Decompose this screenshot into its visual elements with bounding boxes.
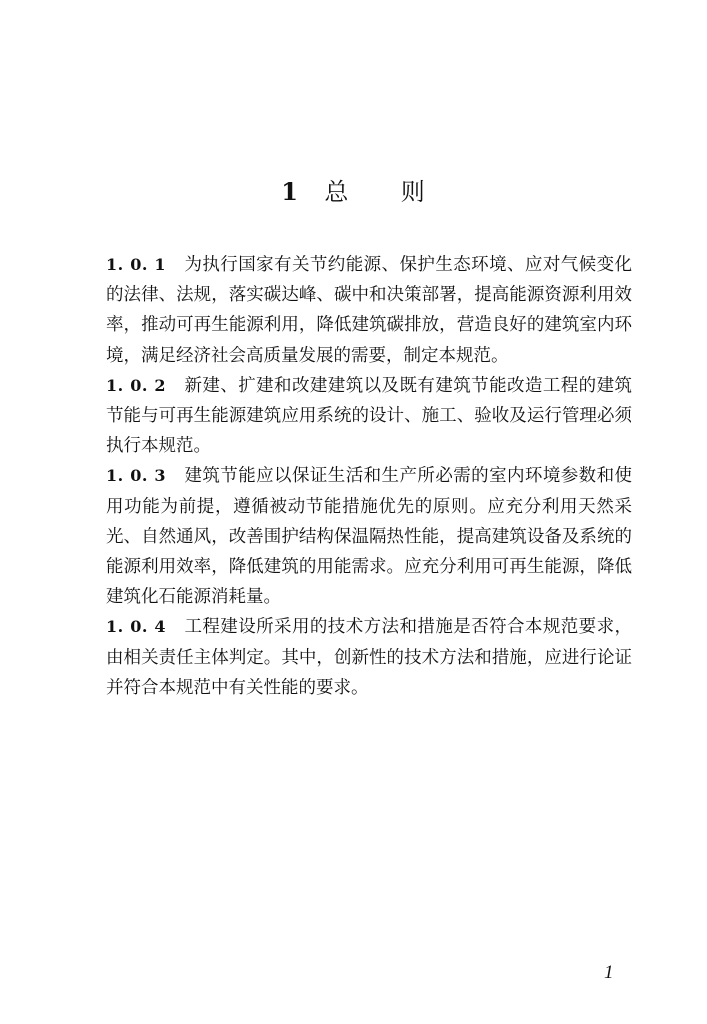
clause-number: 1. 0. 4 [106,617,167,637]
clause-1-0-1 [106,250,632,371]
clause-1-0-3 [106,461,632,612]
clause-1-0-4 [106,612,632,703]
page-number: 1 [604,962,614,983]
chapter-title-word-1: 总 [324,178,350,206]
chapter-body [106,250,632,703]
chapter-title-word-2: 则 [400,178,426,206]
clause-number: 1. 0. 3 [106,466,167,486]
clause-text: 为执行国家有关节约能源、保护生态环境、应对气候变化的法律、法规，落实碳达峰、碳中和决策部署，提高能源资源利用效率，推动可再生能源利用，降低建筑碳排放，营造良好的建筑室内环境，满足经济社会高质量发展的需要，制定本规范。 [106,255,633,366]
clause-1-0-2 [106,371,632,462]
chapter-title [0,174,707,210]
clause-number: 1. 0. 2 [106,375,167,395]
clause-text: 工程建设所采用的技术方法和措施是否符合本规范要求，由相关责任主体判定。其中，创新性的技术方法和措施，应进行论证并符合本规范中有关性能的要求。 [106,617,633,698]
clause-text: 新建、扩建和改建建筑以及既有建筑节能改造工程的建筑节能与可再生能源建筑应用系统的设计、施工、验收及运行管理必须执行本规范。 [106,375,633,457]
clause-text: 建筑节能应以保证生活和生产所必需的室内环境参数和使用功能为前提，遵循被动节能措施优先的原则。应充分利用天然采光、自然通风，改善围护结构保温隔热性能，提高建筑设备及系统的能源利用效率，降低建筑的用能需求。应充分利用可再生能源，降低建筑化石能源消耗量。 [106,466,633,608]
clause-number: 1. 0. 1 [106,255,167,274]
chapter-number: 1 [281,177,299,206]
